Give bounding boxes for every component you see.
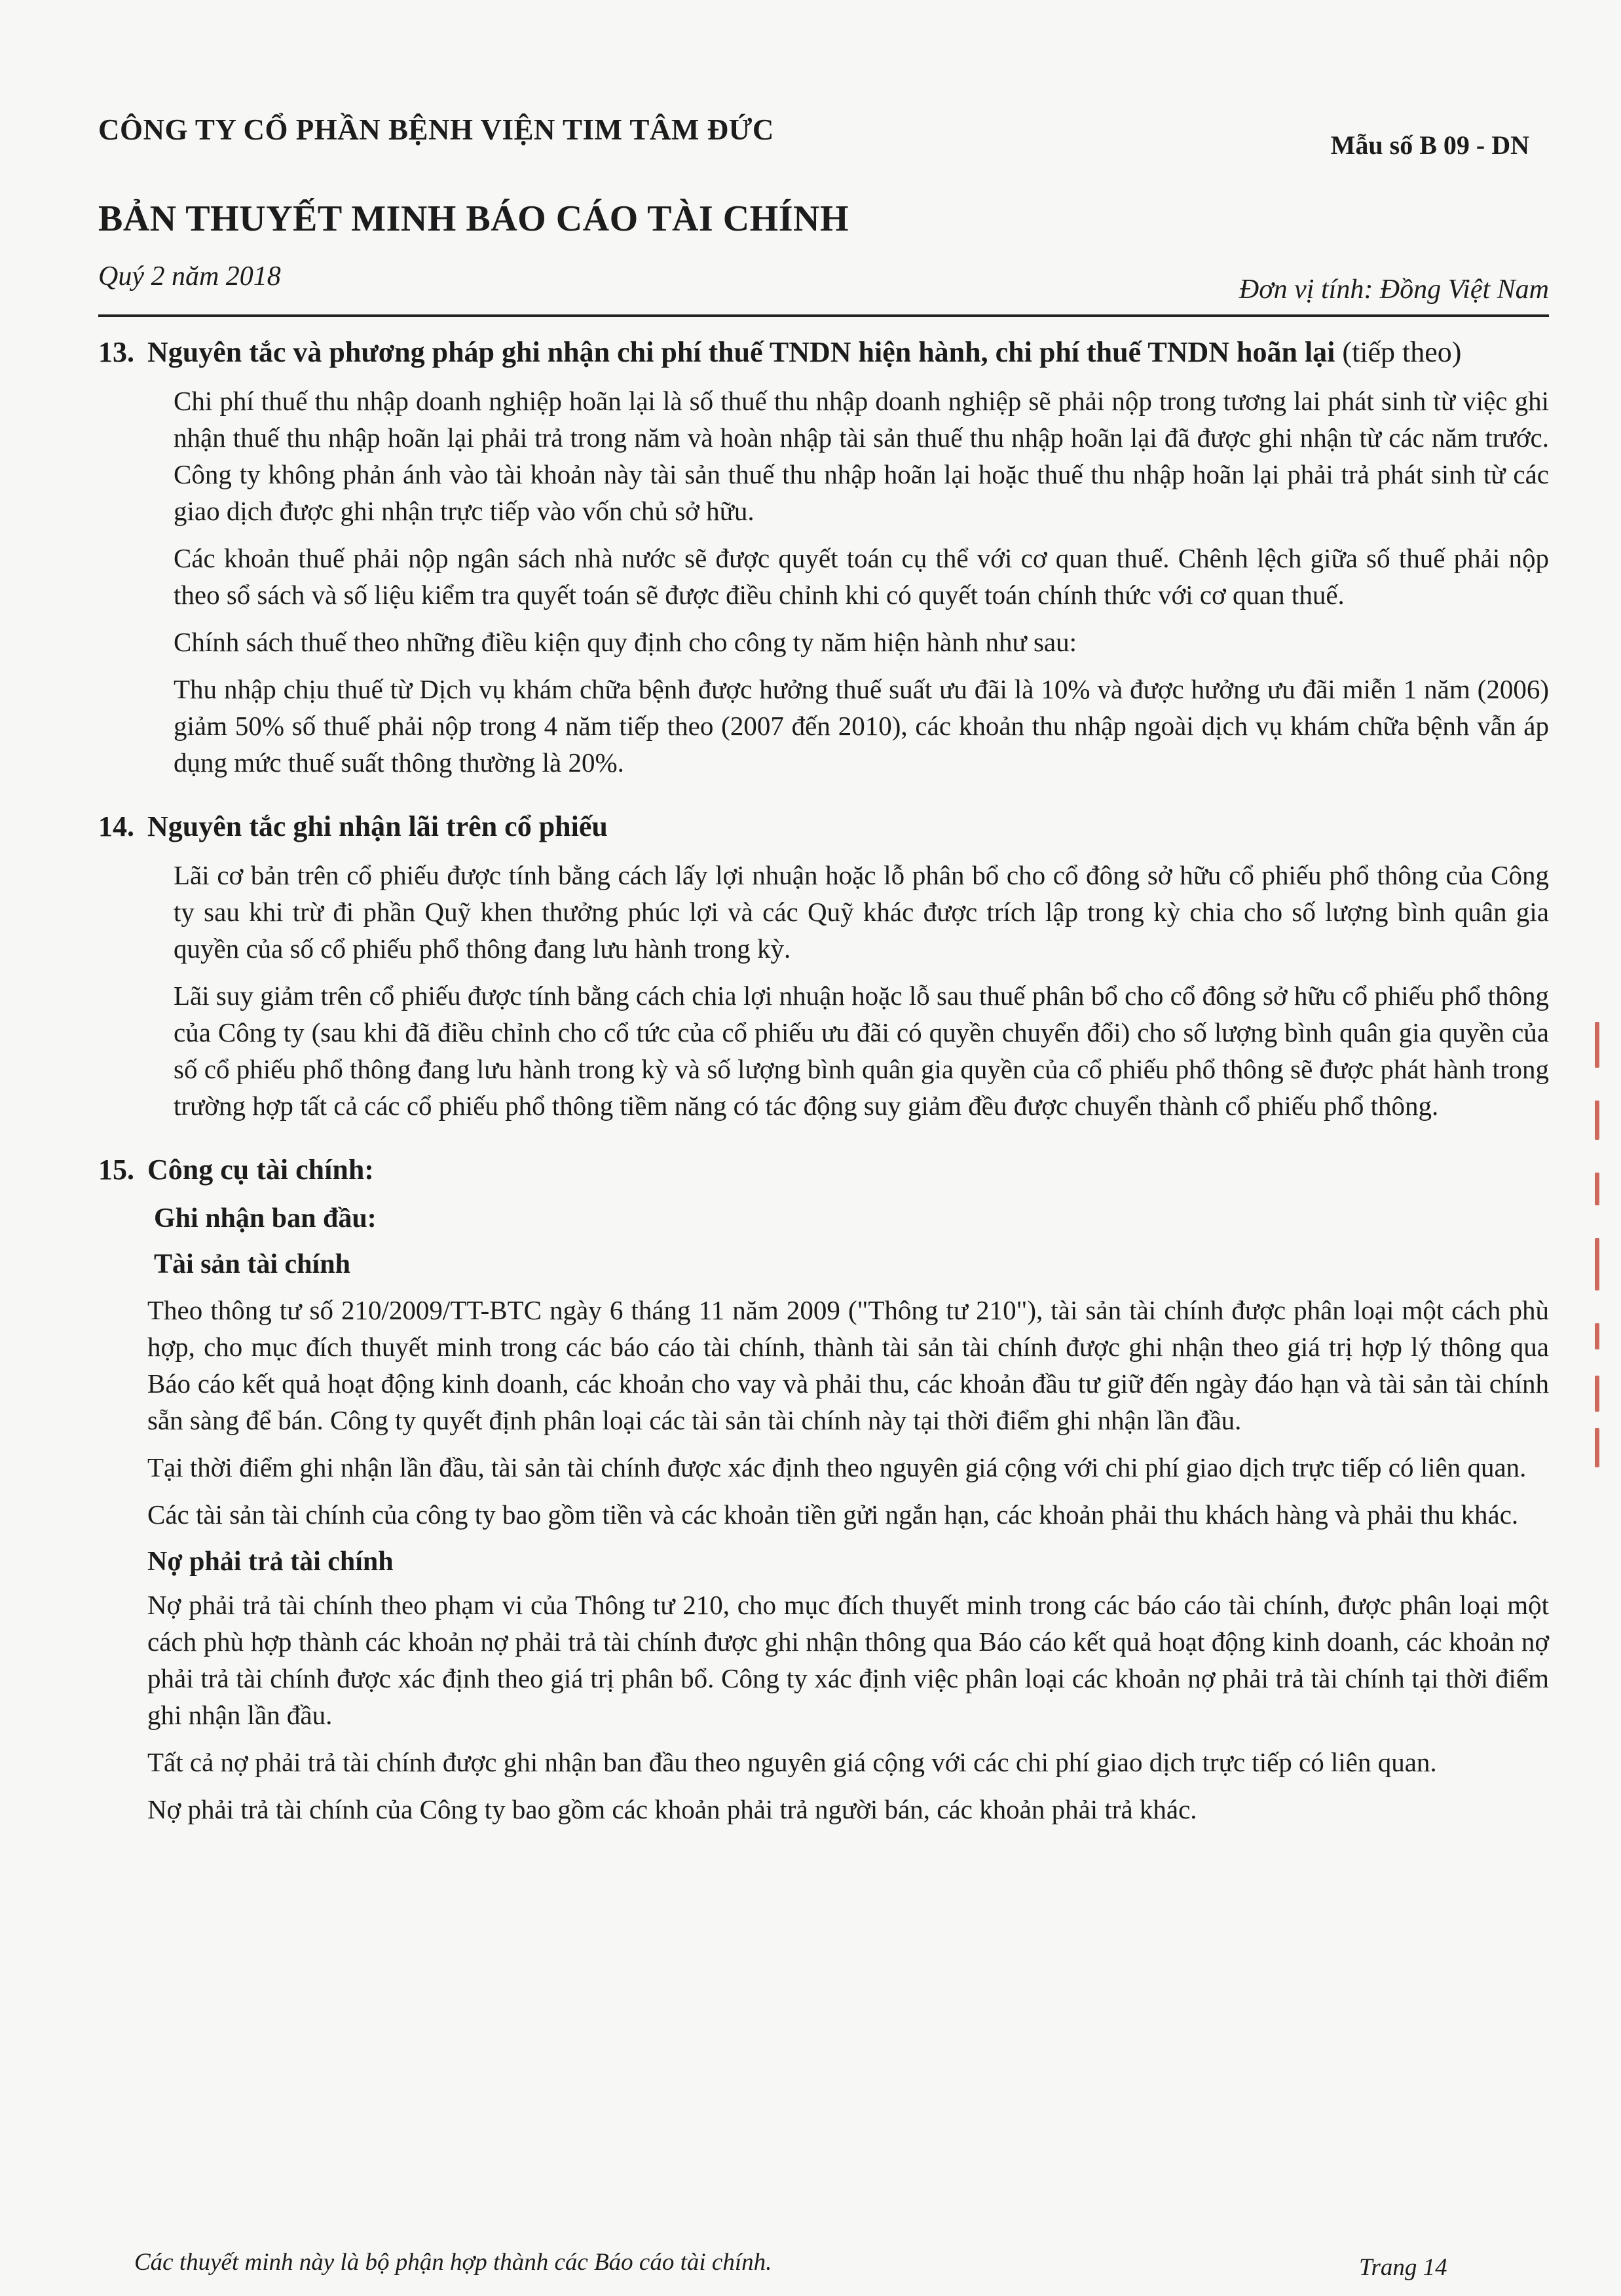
subheading-financial-assets: Tài sản tài chính — [154, 1249, 350, 1279]
document-title: BẢN THUYẾT MINH BÁO CÁO TÀI CHÍNH — [98, 198, 849, 239]
section-title: Công cụ tài chính: — [147, 1154, 374, 1186]
paragraph: Lãi cơ bản trên cổ phiếu được tính bằng cách lấy lợi nhuận hoặc lỗ phân bổ cho cổ đông sở hữu cổ phiếu phổ thông của Công ty sau khi trừ đi phần Quỹ khen thưởng phúc lợi và các Quỹ khác được trích lập trong kỳ chia cho số lượng bình quân gia quyền của số cổ phiếu phổ thông đang lưu hành trong kỳ. — [174, 860, 1549, 964]
section-number: 15. — [98, 1154, 134, 1186]
footer-note: Các thuyết minh này là bộ phận hợp thành các Báo cáo tài chính. — [134, 2249, 772, 2276]
section-title: Nguyên tắc ghi nhận lãi trên cổ phiếu — [147, 810, 608, 842]
paragraph: Các tài sản tài chính của công ty bao gồm tiền và các khoản tiền gửi ngắn hạn, các khoản phải thu khách hàng và phải thu khác. — [147, 1499, 1519, 1530]
form-number: Mẫu số B 09 - DN — [1330, 130, 1529, 160]
section-14-heading — [98, 808, 1549, 845]
paragraph: Lãi suy giảm trên cổ phiếu được tính bằng cách chia lợi nhuận hoặc lỗ sau thuế phân bổ cho cổ đông sở hữu cổ phiếu phổ thông của Công ty (sau khi đã điều chỉnh cho cổ tức của cổ phiếu ưu đãi có quyền chuyển đổi) cho số lượng bình quân gia quyền của số cổ phiếu phổ thông đang lưu hành trong kỳ và số lượng bình quân gia quyền của cổ phiếu phổ thông sẽ được phát hành trong trường hợp tất cả các cổ phiếu phổ thông tiềm năng có tác động suy giảm đều được chuyển thành cổ phiếu phổ thông. — [174, 981, 1549, 1121]
continued-label: (tiếp theo) — [1342, 336, 1462, 368]
paragraph: Các khoản thuế phải nộp ngân sách nhà nước sẽ được quyết toán cụ thể với cơ quan thuế. Chênh lệch giữa số thuế phải nộp theo sổ sách và số liệu kiểm tra quyết toán sẽ được điều chỉnh khi có quyết toán chính thức với cơ quan thuế. — [174, 543, 1549, 610]
header-rule — [98, 314, 1549, 317]
paragraph: Thu nhập chịu thuế từ Dịch vụ khám chữa bệnh được hưởng thuế suất ưu đãi là 10% và được hưởng ưu đãi miễn 1 năm (2006) giảm 50% số thuế phải nộp trong 4 năm tiếp theo (2007 đến 2010), các khoản thu nhập ngoài dịch vụ khám chữa bệnh vẫn áp dụng mức thuế suất thông thường là 20%. — [174, 674, 1549, 778]
section-number: 14. — [98, 810, 134, 842]
company-name: CÔNG TY CỔ PHẦN BỆNH VIỆN TIM TÂM ĐỨC — [98, 113, 774, 146]
subheading-financial-liabilities: Nợ phải trả tài chính — [147, 1547, 394, 1577]
paragraph: Theo thông tư số 210/2009/TT-BTC ngày 6 tháng 11 năm 2009 ("Thông tư 210"), tài sản tài chính được phân loại một cách phù hợp, cho mục đích thuyết minh trong các báo cáo tài chính, thành tài sản tài chính được ghi nhận theo giá trị hợp lý thông qua Báo cáo kết quả hoạt động kinh doanh, các khoản cho vay và phải thu, các khoản đầu tư giữ đến ngày đáo hạn và tài sản tài chính sẵn sàng để bán. Công ty quyết định phân loại các tài sản tài chính này tại thời điểm ghi nhận lần đầu. — [147, 1295, 1549, 1435]
subheading-initial-recognition: Ghi nhận ban đầu: — [154, 1203, 377, 1233]
section-13-heading — [98, 334, 1549, 371]
paragraph: Chi phí thuế thu nhập doanh nghiệp hoãn lại là số thuế thu nhập doanh nghiệp sẽ phải nộp trong tương lai phát sinh từ việc ghi nhận thuế thu nhập hoãn lại phải trả trong năm và hoàn nhập tài sản thuế thu nhập hoãn lại đã được ghi nhận từ các năm trước. Công ty không phản ánh vào tài khoản này tài sản thuế thu nhập hoãn lại hoặc thuế thu nhập hoãn lại phải trả phát sinh từ các giao dịch được ghi nhận trực tiếp vào vốn chủ sở hữu. — [174, 386, 1549, 526]
section-number: 13. — [98, 336, 134, 368]
stamp-edge-marks — [1588, 1022, 1614, 1474]
paragraph: Tại thời điểm ghi nhận lần đầu, tài sản tài chính được xác định theo nguyên giá cộng với chi phí giao dịch trực tiếp có liên quan. — [147, 1452, 1527, 1482]
paragraph: Nợ phải trả tài chính của Công ty bao gồm các khoản phải trả người bán, các khoản phải trả khác. — [147, 1794, 1197, 1824]
section-15-heading — [98, 1152, 1549, 1188]
paragraph: Chính sách thuế theo những điều kiện quy định cho công ty năm hiện hành như sau: — [174, 627, 1077, 657]
paragraph: Nợ phải trả tài chính theo phạm vi của Thông tư 210, cho mục đích thuyết minh trong các báo cáo tài chính, được phân loại một cách phù hợp thành các khoản nợ phải trả tài chính được ghi nhận thông qua Báo cáo kết quả hoạt động kinh doanh, các khoản nợ phải trả tài chính được xác định theo giá trị phân bổ. Công ty xác định việc phân loại các khoản nợ phải trả tài chính tại thời điểm ghi nhận lần đầu. — [147, 1590, 1549, 1730]
report-period: Quý 2 năm 2018 — [98, 261, 281, 292]
paragraph: Tất cả nợ phải trả tài chính được ghi nhận ban đầu theo nguyên giá cộng với các chi phí giao dịch trực tiếp có liên quan. — [147, 1747, 1437, 1777]
currency-unit: Đơn vị tính: Đồng Việt Nam — [1239, 274, 1549, 305]
page-number: Trang 14 — [1359, 2254, 1447, 2281]
document-body — [98, 334, 1549, 1838]
section-title: Nguyên tắc và phương pháp ghi nhận chi phí thuế TNDN hiện hành, chi phí thuế TNDN hoãn lại — [147, 336, 1335, 368]
